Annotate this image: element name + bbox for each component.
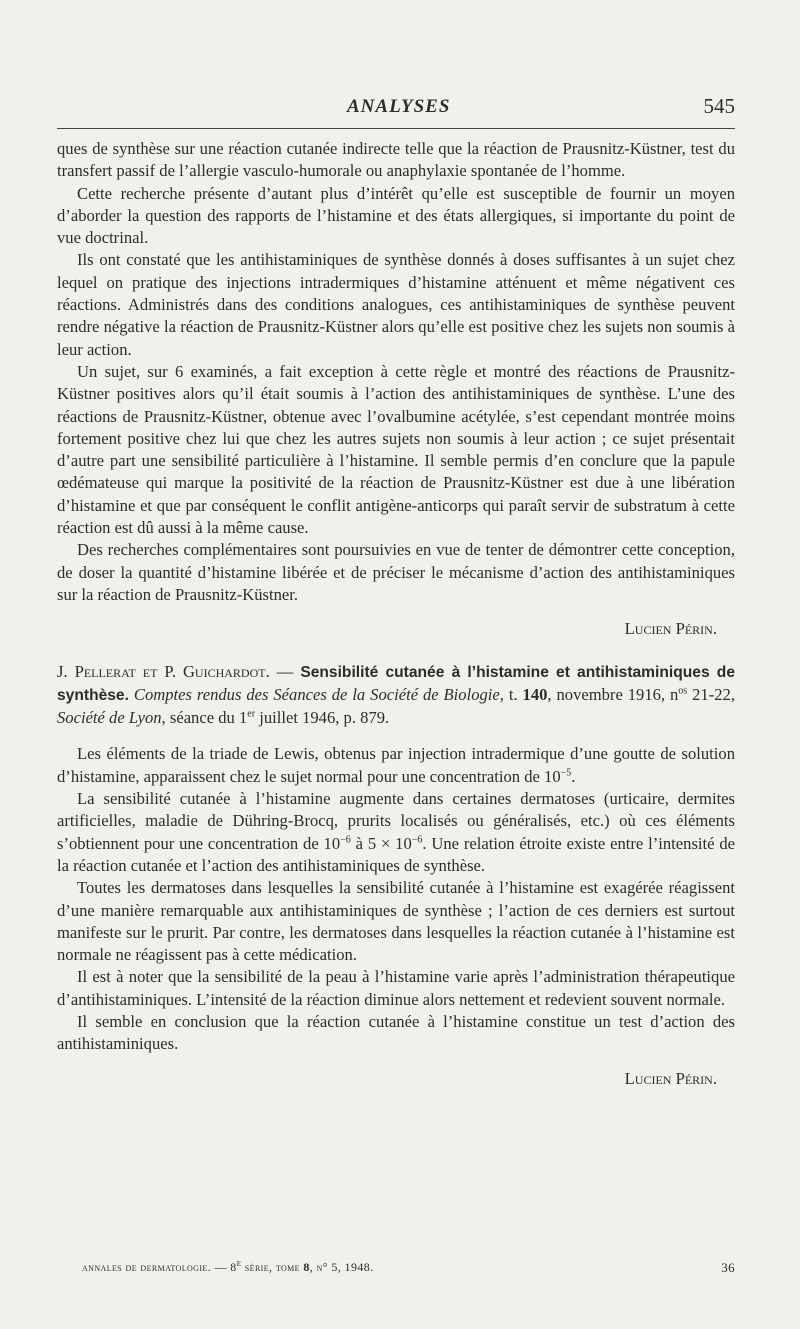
running-title: ANALYSES bbox=[347, 96, 451, 117]
paragraph: Des recherches complémentaires sont poursuivies en vue de tenter de démontrer cette conception, de doser la quantité d’histamine libérée et de préciser le mécanisme d’action des antihistaminiques sur la réaction de Prausnitz-Küstner. bbox=[57, 540, 735, 604]
reference bbox=[57, 661, 735, 730]
paragraph: Il semble en conclusion que la réaction cutanée à l’histamine constitue un test d’action des antihistaminiques. bbox=[57, 1011, 735, 1054]
reference-text bbox=[57, 661, 735, 730]
reference-tome: t. bbox=[503, 684, 523, 704]
reference-seance: séance du 1 bbox=[165, 708, 248, 728]
footer-sup: e bbox=[236, 1258, 242, 1269]
text-run: . bbox=[571, 766, 576, 786]
article-1 bbox=[57, 138, 735, 1090]
paragraph: Toutes les dermatoses dans lesquelles la sensibilité cutanée à l’histamine est exagérée réagissent d’une manière remarquable aux antihistaminiques de synthèse ; l’action de ces derniers est surtout manifeste sur le prurit. Par contre, les dermatoses dans lesquelles la réaction cutanée à l’histamine est normale ne réagissent pas à cette médication. bbox=[57, 878, 735, 965]
footer-journal bbox=[82, 1260, 374, 1274]
text-run: La sensibilité cutanée à l’histamine augmente dans certaines dermatoses (urticaire, dermites artificielles, maladie de Dühring-Brocq, prurits localisés ou généralisés, etc.) où ces éléments s’obtiennent pour une concentration de 10 bbox=[57, 789, 735, 853]
page-footer bbox=[82, 1260, 735, 1275]
text-run: Les éléments de la triade de Lewis, obtenus par injection intradermique d’une goutte de solution d’histamine, apparaissent chez le sujet normal pour une concentration de 10 bbox=[57, 744, 735, 786]
text-run: à 5 × 10 bbox=[350, 833, 412, 853]
paragraph: Un sujet, sur 6 examinés, a fait exception à cette règle et montré des réactions de Prausnitz-Küstner positives alors qu’il était soumis à l’action des antihistaminiques de synthèse. L’une des réactions de Prausnitz-Küstner, obtenue avec l’ovalbumine acétylée, s’est cependant montrée moins fortement positive chez lui que chez les autres sujets non soumis à leur action ; ce sujet présentait d’autre part une sensibilité particulière à l’histamine. Il semble permis d’en conclure que la papule œdémateuse qui marque la positivité de la réaction de Prausnitz-Küstner est due à une libération d’histamine et que par conséquent le conflit antigène-anticorps qui paraît servir de substratum à cette réaction est dû aussi à la même cause. bbox=[57, 361, 735, 538]
reference-authors: J. Pellerat et P. Guichardot. bbox=[57, 661, 270, 681]
article-title: Sensibilité cutanée à l’histamine et antihistaminiques de synthèse. bbox=[57, 663, 735, 704]
superscript: −6 bbox=[340, 834, 351, 846]
signature: Lucien Périn. bbox=[624, 1068, 717, 1088]
journal-name: Comptes rendus des Séances de la Société de Biologie, bbox=[133, 684, 504, 704]
footer-tome: 8 bbox=[303, 1260, 310, 1274]
superscript: −6 bbox=[411, 834, 423, 846]
page-number: 545 bbox=[703, 94, 735, 118]
paragraph: Cette recherche présente d’autant plus d’intérêt qu’elle est susceptible de fournir un moyen d’aborder la question des rapports de l’histamine et des états allergiques, si importante du point de vue doctrinal. bbox=[57, 183, 735, 248]
paragraph: Il est à noter que la sensibilité de la peau à l’histamine varie après l’administration thérapeutique d’antihistaminiques. L’intensité de la réaction diminue alors nettement et redevient souvent normale. bbox=[57, 967, 735, 1009]
signature-mark: 36 bbox=[721, 1260, 735, 1275]
reference-volume: 140 bbox=[522, 684, 548, 704]
footer-text: , n° 5, 1948. bbox=[309, 1260, 374, 1274]
reference-numbers: 21-22, bbox=[687, 684, 735, 704]
footer-text: annales de dermatologie. — 8 bbox=[82, 1260, 237, 1274]
society-name: Société de Lyon, bbox=[57, 708, 166, 728]
article-2 bbox=[57, 743, 735, 1089]
reference-dash: — bbox=[269, 661, 301, 681]
paragraph bbox=[57, 743, 735, 788]
reference-nos-sup: os bbox=[678, 685, 688, 697]
paragraph: Ils ont constaté que les antihistaminiques de synthèse donnés à doses suffisantes à un sujet chez lequel on pratique des injections intradermiques d’histamine atténuent et même négativent ces réactions. Administrés dans des conditions analogues, ces antihistaminiques de synthèse peuvent rendre négative la réaction de Prausnitz-Küstner alors qu’elle est positive chez les sujets non soumis à leur action. bbox=[57, 250, 735, 359]
signature: Lucien Périn. bbox=[624, 619, 717, 639]
superscript: −5 bbox=[560, 767, 572, 779]
header-rule bbox=[57, 128, 735, 129]
footer-text: série, tome bbox=[241, 1260, 304, 1274]
reference-end: juillet 1946, p. 879. bbox=[255, 708, 390, 728]
paragraph bbox=[57, 788, 735, 877]
page-header bbox=[57, 92, 735, 122]
text-run: . Une relation étroite existe entre l’intensité de la réaction cutanée et l’action des antihistaminiques de synthèse. bbox=[57, 833, 735, 875]
reference-date: , novembre 1916, n bbox=[547, 684, 679, 704]
reference-er-sup: er bbox=[247, 708, 256, 720]
paragraph: ques de synthèse sur une réaction cutanée indirecte telle que la réaction de Prausnitz-Küstner, test du transfert passif de l’allergie vasculo-humorale ou anaphylaxie spontanée de l’homme. bbox=[57, 139, 735, 181]
